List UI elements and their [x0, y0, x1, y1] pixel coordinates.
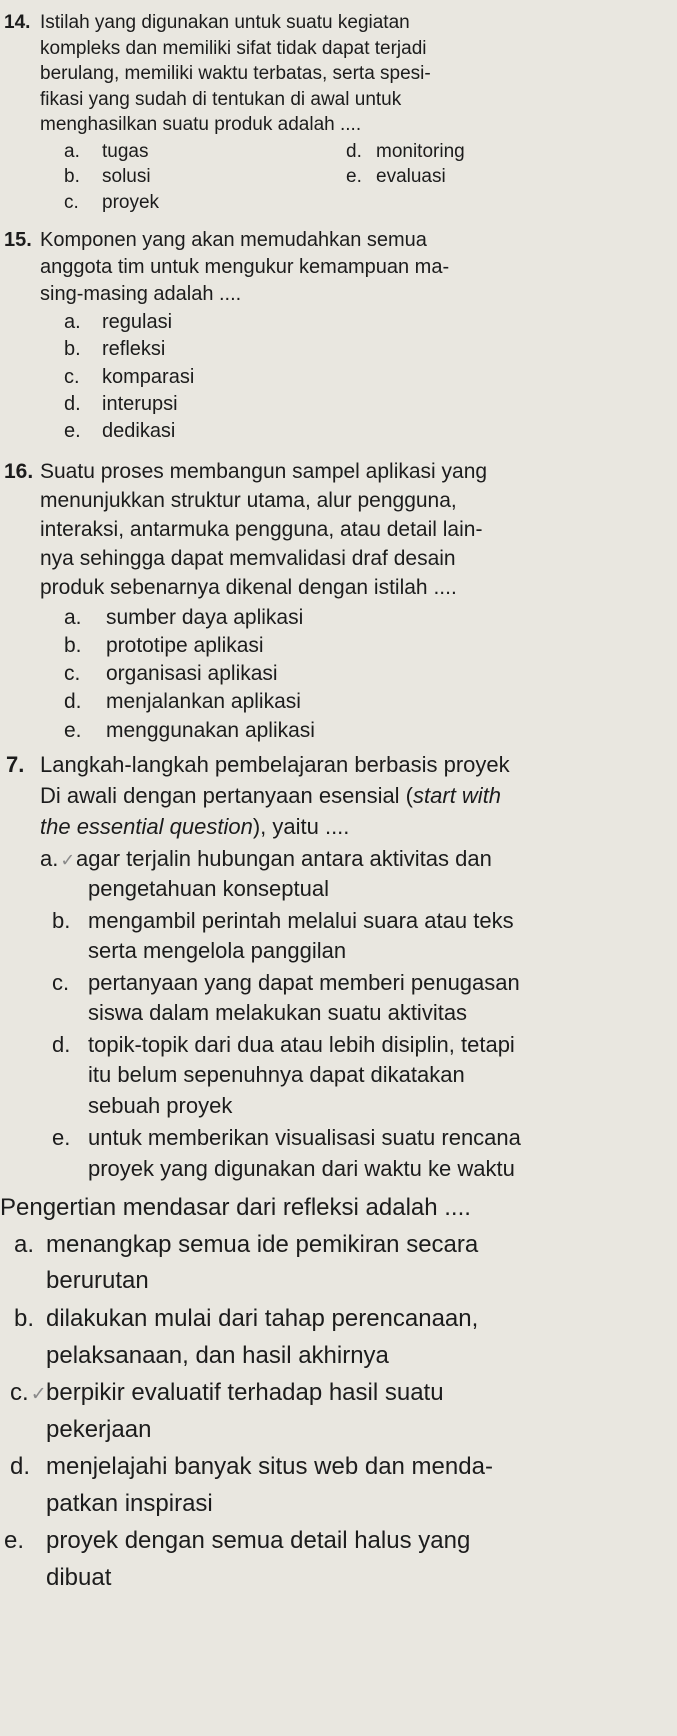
option-letter: c. [64, 662, 81, 685]
option-text: regulasi [102, 311, 173, 333]
option-text-continuation: siswa dalam melakukan suatu aktivitas [88, 1000, 468, 1025]
option-text-continuation: sebuah proyek [88, 1093, 233, 1118]
option-text: dilakukan mulai dari tahap perencanaan, [46, 1305, 479, 1332]
stem-text: ), yaitu .... [252, 814, 350, 839]
option-letter: b. [52, 908, 71, 933]
option-text: proyek [102, 192, 160, 213]
option-text: agar terjalin hubungan antara aktivitas dan [76, 846, 492, 871]
option-e [346, 166, 446, 188]
option-text: pertanyaan yang dapat memberi penugasan [88, 970, 520, 995]
option-letter: e. [4, 1527, 25, 1554]
option-b [52, 908, 514, 934]
option-d [64, 393, 178, 416]
option-b [64, 166, 151, 188]
question-number: 16. [4, 460, 34, 483]
option-letter: b. [64, 338, 81, 360]
option-c [10, 1379, 444, 1407]
option-d [346, 141, 465, 163]
option-text-continuation: pengetahuan konseptual [88, 876, 329, 901]
option-text: sumber daya aplikasi [106, 606, 304, 629]
question-stem-line: anggota tim untuk mengukur kemampuan ma- [40, 256, 450, 278]
option-text: proyek dengan semua detail halus yang [46, 1527, 471, 1554]
option-letter [40, 846, 76, 872]
option-c [64, 366, 194, 389]
question-stem-line: kompleks dan memiliki sifat tidak dapat terjadi [40, 38, 427, 59]
option-letter: c. [64, 366, 80, 388]
option-letter: c. [64, 192, 79, 213]
option-text-continuation: pelaksanaan, dan hasil akhirnya [46, 1342, 389, 1369]
option-text-continuation: patkan inspirasi [46, 1490, 213, 1517]
option-letter [10, 1379, 46, 1407]
option-text: menggunakan aplikasi [106, 719, 315, 742]
question-stem-line: nya sehingga dapat memvalidasi draf desain [40, 547, 456, 570]
option-a [14, 1231, 478, 1259]
option-e [52, 1125, 521, 1151]
option-text: menangkap semua ide pemikiran secara [46, 1231, 479, 1258]
question-number: 14. [4, 12, 31, 33]
option-text: topik-topik dari dua atau lebih disiplin, tetapi [88, 1032, 515, 1057]
option-text: tugas [102, 141, 149, 162]
option-text: berpikir evaluatif terhadap hasil suatu [46, 1379, 444, 1406]
option-a [64, 311, 172, 334]
option-text-continuation: itu belum sepenuhnya dapat dikatakan [88, 1062, 465, 1087]
option-d [10, 1453, 493, 1481]
option-text-continuation: proyek yang digunakan dari waktu ke waktu [88, 1156, 515, 1181]
option-a [40, 846, 492, 872]
option-letter: c. [52, 970, 70, 995]
option-text: monitoring [376, 141, 465, 162]
option-letter-text: a. [40, 846, 59, 871]
option-letter: e. [64, 719, 82, 742]
question-stem-line: sing-masing adalah .... [40, 283, 242, 305]
option-text: mengambil perintah melalui suara atau teks [88, 908, 514, 933]
option-letter: e. [64, 420, 81, 442]
option-b [64, 634, 264, 658]
question-stem-line: berulang, memiliki waktu terbatas, serta spesi- [40, 63, 431, 84]
question-stem-line: Suatu proses membangun sampel aplikasi yang [40, 460, 488, 483]
option-text: untuk memberikan visualisasi suatu rencana [88, 1125, 521, 1150]
option-letter: d. [10, 1453, 31, 1480]
option-text: menjelajahi banyak situs web dan menda- [46, 1453, 493, 1480]
option-letter: d. [64, 690, 82, 713]
option-letter: a. [64, 311, 81, 333]
question-stem-line [40, 783, 501, 809]
question-stem-line: menghasilkan suatu produk adalah .... [40, 114, 362, 135]
option-letter: e. [52, 1125, 71, 1150]
option-text: evaluasi [376, 166, 446, 187]
option-text: solusi [102, 166, 151, 187]
option-letter: a. [64, 606, 82, 629]
option-a [64, 141, 148, 163]
question-stem-line: Komponen yang akan memudahkan semua [40, 229, 427, 251]
option-text-continuation: pekerjaan [46, 1416, 152, 1443]
question-stem-line [40, 814, 349, 840]
option-text: prototipe aplikasi [106, 634, 264, 657]
option-text-continuation: serta mengelola panggilan [88, 938, 347, 963]
option-a [64, 606, 303, 630]
question-number: 7. [6, 752, 25, 777]
option-b [14, 1305, 478, 1333]
question-number: 15. [4, 229, 32, 251]
question-stem-line: interaksi, antarmuka pengguna, atau detail lain- [40, 518, 483, 541]
question-stem-line: fikasi yang sudah di tentukan di awal untuk [40, 89, 402, 110]
option-b [64, 338, 165, 361]
question-stem-line: Istilah yang digunakan untuk suatu kegiatan [40, 12, 410, 33]
option-text: menjalankan aplikasi [106, 690, 301, 713]
option-text-continuation: berurutan [46, 1267, 149, 1294]
option-d [64, 690, 301, 714]
check-mark-icon: ✓ [60, 850, 76, 870]
stem-italic-text: start with [413, 783, 502, 808]
option-text: dedikasi [102, 420, 176, 442]
question-stem-line: menunjukkan struktur utama, alur pengguna, [40, 489, 457, 512]
option-letter: d. [346, 141, 362, 162]
option-text: organisasi aplikasi [106, 662, 278, 685]
option-text: refleksi [102, 338, 166, 360]
question-stem-line: Pengertian mendasar dari refleksi adalah .... [0, 1194, 471, 1221]
option-c [64, 192, 159, 214]
option-letter: b. [64, 634, 82, 657]
option-c [52, 970, 520, 996]
option-text: komparasi [102, 366, 195, 388]
question-stem-line: Langkah-langkah pembelajaran berbasis proyek [40, 752, 510, 777]
option-letter: a. [64, 141, 80, 162]
option-e [64, 420, 175, 443]
option-d [52, 1032, 515, 1058]
check-mark-icon: ✓ [30, 1384, 47, 1405]
option-letter: d. [64, 393, 81, 415]
option-e [64, 719, 315, 743]
option-letter-text: c. [10, 1379, 29, 1406]
stem-text: Di awali dengan pertanyaan esensial ( [40, 783, 414, 808]
option-letter: e. [346, 166, 362, 187]
option-letter: d. [52, 1032, 71, 1057]
option-letter: b. [64, 166, 80, 187]
option-text-continuation: dibuat [46, 1564, 112, 1591]
option-letter: a. [14, 1231, 35, 1258]
option-c [64, 662, 278, 686]
option-letter: b. [14, 1305, 35, 1332]
stem-italic-text: the essential question [40, 814, 253, 839]
option-e [4, 1527, 470, 1555]
question-stem-line: produk sebenarnya dikenal dengan istilah .... [40, 576, 457, 599]
option-text: interupsi [102, 393, 178, 415]
